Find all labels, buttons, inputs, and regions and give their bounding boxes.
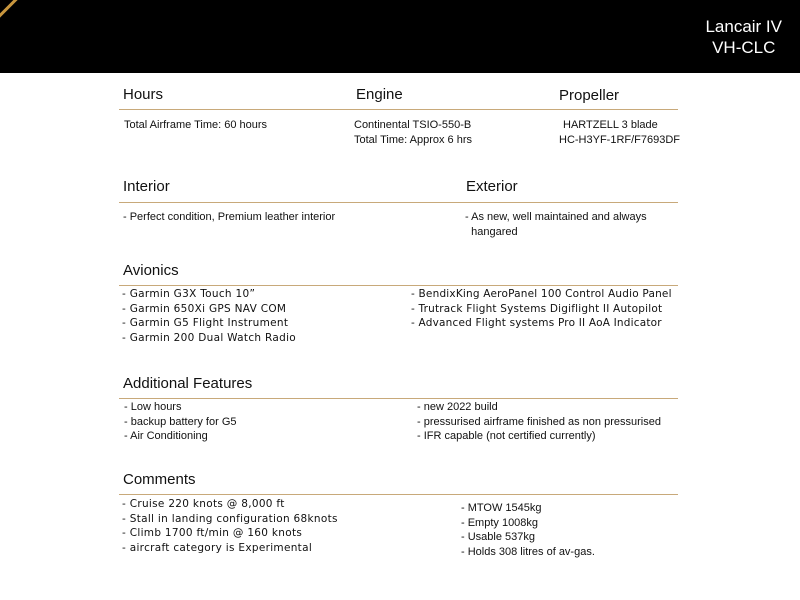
avionics-item: - Advanced Flight systems Pro II AoA Indicator — [411, 317, 662, 329]
hours-heading: Hours — [123, 86, 164, 103]
additional-left-list — [124, 400, 237, 444]
engine-line: Continental TSIO-550-B — [354, 119, 472, 131]
feature-item: - Air Conditioning — [124, 430, 208, 442]
comments-heading: Comments — [123, 471, 196, 488]
propeller-heading: Propeller — [559, 87, 620, 104]
avionics-left-list — [122, 287, 296, 345]
exterior-line: - As new, well maintained and always — [465, 211, 647, 223]
propeller-content — [559, 118, 680, 147]
additional-features-divider — [119, 398, 678, 399]
exterior-content — [465, 210, 647, 239]
engine-line: Total Time: Approx 6 hrs — [354, 133, 472, 146]
aircraft-registration: VH-CLC — [712, 38, 776, 57]
comment-item: - Empty 1008kg — [461, 516, 539, 529]
engine-heading: Engine — [356, 86, 403, 103]
avionics-item: - Trutrack Flight Systems Digiflight II Autopilot — [411, 302, 663, 315]
avionics-item: - Garmin G5 Flight Instrument — [122, 317, 289, 329]
propeller-line: HARTZELL 3 blade — [563, 119, 658, 131]
comment-item: - Climb 1700 ft/min @ 160 knots — [122, 527, 303, 539]
interior-divider — [119, 202, 678, 203]
feature-item: - pressurised airframe finished as non pressurised — [417, 415, 661, 428]
avionics-item: - Garmin G3X Touch 10” — [122, 288, 256, 300]
avionics-divider — [119, 285, 678, 286]
avionics-right-list — [411, 287, 672, 331]
feature-item: - backup battery for G5 — [124, 415, 237, 428]
hours-line: Total Airframe Time: 60 hours — [124, 119, 268, 131]
document-title — [705, 16, 782, 58]
hours-divider — [119, 109, 678, 110]
comment-item: - Stall in landing configuration 68knots — [122, 512, 338, 525]
propeller-line: HC-H3YF-1RF/F7693DF — [559, 133, 681, 146]
comment-item: - Usable 537kg — [461, 531, 535, 543]
comment-item: - MTOW 1545kg — [461, 502, 542, 514]
exterior-line: hangared — [465, 225, 518, 238]
engine-content — [354, 118, 472, 147]
avionics-item: - Garmin 200 Dual Watch Radio — [122, 331, 297, 344]
interior-heading: Interior — [123, 178, 170, 195]
comment-item: - aircraft category is Experimental — [122, 541, 313, 554]
comment-item: - Holds 308 litres of av-gas. — [461, 545, 595, 558]
comments-divider — [119, 494, 678, 495]
feature-item: - IFR capable (not certified currently) — [417, 430, 596, 442]
avionics-item: - Garmin 650Xi GPS NAV COM — [122, 302, 287, 315]
additional-features-heading: Additional Features — [123, 375, 253, 392]
feature-item: - Low hours — [124, 401, 182, 413]
interior-content — [123, 210, 335, 225]
hours-content — [124, 118, 267, 133]
additional-right-list — [417, 400, 661, 444]
interior-line: - Perfect condition, Premium leather interior — [123, 211, 336, 223]
accent-stripe — [0, 0, 39, 23]
comment-item: - Cruise 220 knots @ 8,000 ft — [122, 498, 285, 510]
header-bar — [0, 0, 800, 73]
comments-left-list — [122, 497, 338, 555]
exterior-heading: Exterior — [466, 178, 518, 195]
avionics-item: - BendixKing AeroPanel 100 Control Audio Panel — [411, 288, 672, 300]
comments-right-list — [461, 501, 595, 559]
avionics-heading: Avionics — [123, 262, 179, 279]
feature-item: - new 2022 build — [417, 401, 498, 413]
aircraft-model: Lancair IV — [705, 17, 782, 36]
